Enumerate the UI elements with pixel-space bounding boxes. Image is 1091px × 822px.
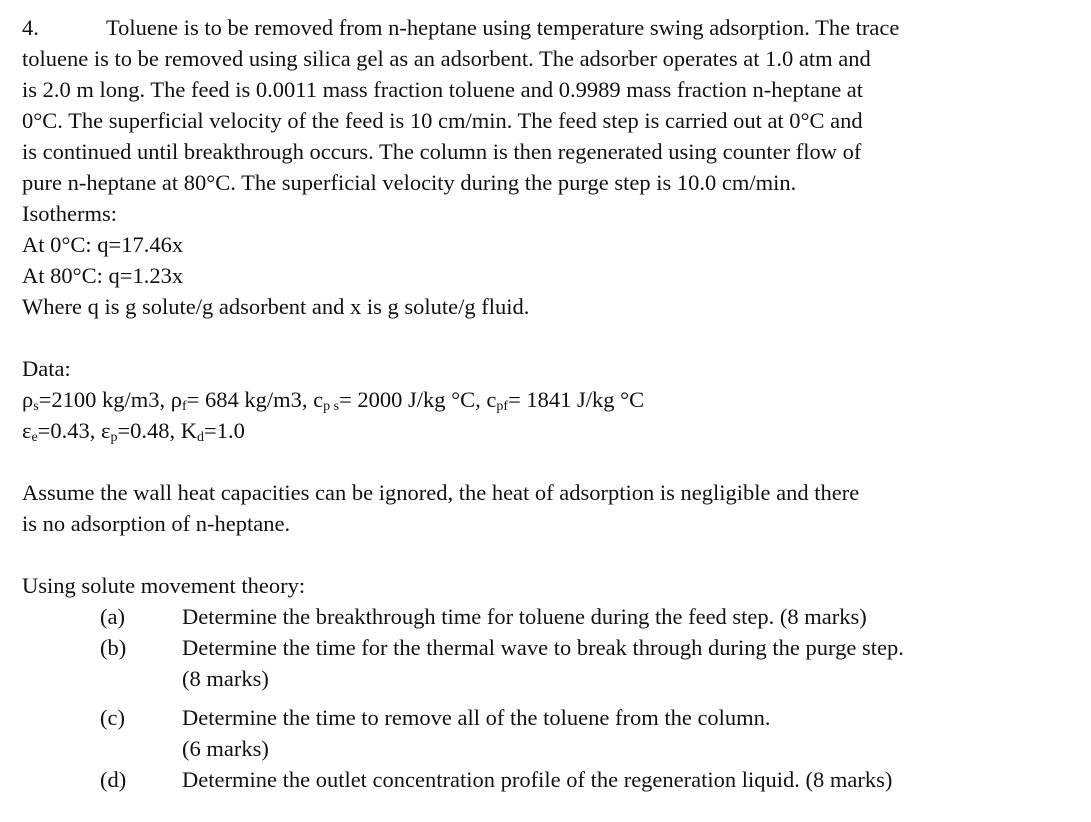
spacer bbox=[22, 322, 1052, 353]
cps-subscript: p s bbox=[323, 399, 340, 414]
part-label: (b) bbox=[100, 635, 127, 660]
data-heading: Data: bbox=[22, 356, 71, 381]
part-label: (d) bbox=[100, 767, 127, 792]
kd-value: =1.0 bbox=[204, 418, 245, 443]
assumption-line: Assume the wall heat capacities can be ignored, the heat of adsorption is negligible and there bbox=[22, 480, 860, 505]
isotherm-note: Where q is g solute/g adsorbent and x is g solute/g fluid. bbox=[22, 294, 530, 319]
part-text bbox=[182, 601, 1052, 632]
task-part-d bbox=[22, 764, 1052, 795]
part-label: (c) bbox=[100, 705, 125, 730]
isotherm-0c: At 0°C: q=17.46x bbox=[22, 232, 184, 257]
part-text bbox=[182, 764, 1052, 795]
cps-value: = 2000 J/kg °C, bbox=[339, 387, 487, 412]
eps-e-subscript: e bbox=[31, 430, 38, 445]
kd-subscript: d bbox=[197, 430, 205, 445]
rho-f-value: = 684 kg/m3, bbox=[186, 387, 314, 412]
intro-line: 0°C. The superficial velocity of the feed is 10 cm/min. The feed step is carried out at 0°C and bbox=[22, 108, 863, 133]
kd-symbol: K bbox=[180, 418, 198, 443]
isotherms-heading: Isotherms: bbox=[22, 201, 117, 226]
assumption-line: is no adsorption of n-heptane. bbox=[22, 511, 291, 536]
intro-line: toluene is to be removed using silica gel as an adsorbent. The adsorber operates at 1.0 atm and bbox=[22, 46, 871, 71]
cpf-value: = 1841 J/kg °C bbox=[508, 387, 645, 412]
task-parts-list bbox=[22, 601, 1052, 795]
part-text bbox=[182, 702, 1052, 764]
task-part-a bbox=[22, 601, 1052, 632]
task-part-b bbox=[22, 632, 1052, 694]
intro-line: pure n-heptane at 80°C. The superficial velocity during the purge step is 10.0 cm/min. bbox=[22, 170, 797, 195]
assumption-paragraph bbox=[22, 477, 1052, 539]
intro-line: is continued until breakthrough occurs. The column is then regenerated using counter flow of bbox=[22, 139, 862, 164]
eps-e-symbol: ε bbox=[22, 418, 32, 443]
question-number: 4. bbox=[22, 15, 39, 40]
spacer bbox=[22, 539, 1052, 570]
cps-symbol: c bbox=[313, 387, 324, 412]
task-heading: Using solute movement theory: bbox=[22, 573, 306, 598]
intro-line: Toluene is to be removed from n-heptane using temperature swing adsorption. The trace bbox=[106, 15, 900, 40]
eps-p-subscript: p bbox=[110, 430, 118, 445]
data-voidage-line bbox=[22, 415, 1052, 446]
cpf-symbol: c bbox=[486, 387, 497, 412]
data-properties-line bbox=[22, 384, 1052, 415]
part-line: Determine the time for the thermal wave to break through during the purge step. bbox=[182, 635, 904, 660]
part-line: Determine the time to remove all of the toluene from the column. bbox=[182, 705, 771, 730]
isotherm-80c: At 80°C: q=1.23x bbox=[22, 263, 184, 288]
cpf-subscript: pf bbox=[496, 399, 509, 414]
intro-line: is 2.0 m long. The feed is 0.0011 mass fraction toluene and 0.9989 mass fraction n-heptane at bbox=[22, 77, 864, 102]
eps-p-value: =0.48, bbox=[117, 418, 181, 443]
task-section bbox=[22, 570, 1052, 795]
part-label: (a) bbox=[100, 604, 125, 629]
data-section bbox=[22, 353, 1052, 446]
part-line: (8 marks) bbox=[182, 666, 269, 691]
document-page bbox=[22, 12, 1052, 795]
rho-f-symbol: ρ bbox=[170, 387, 182, 412]
rho-s-symbol: ρ bbox=[22, 387, 34, 412]
eps-p-symbol: ε bbox=[101, 418, 111, 443]
rho-s-value: =2100 kg/m3, bbox=[38, 387, 171, 412]
part-line: Determine the breakthrough time for toluene during the feed step. (8 marks) bbox=[182, 604, 867, 629]
question-intro bbox=[22, 12, 1052, 322]
part-line: Determine the outlet concentration profile of the regeneration liquid. (8 marks) bbox=[182, 767, 893, 792]
eps-e-value: =0.43, bbox=[37, 418, 101, 443]
task-part-c bbox=[22, 702, 1052, 764]
rho-s-subscript: s bbox=[33, 399, 39, 414]
rho-f-subscript: f bbox=[182, 399, 187, 414]
part-line: (6 marks) bbox=[182, 736, 269, 761]
spacer bbox=[22, 446, 1052, 477]
part-text bbox=[182, 632, 1052, 694]
